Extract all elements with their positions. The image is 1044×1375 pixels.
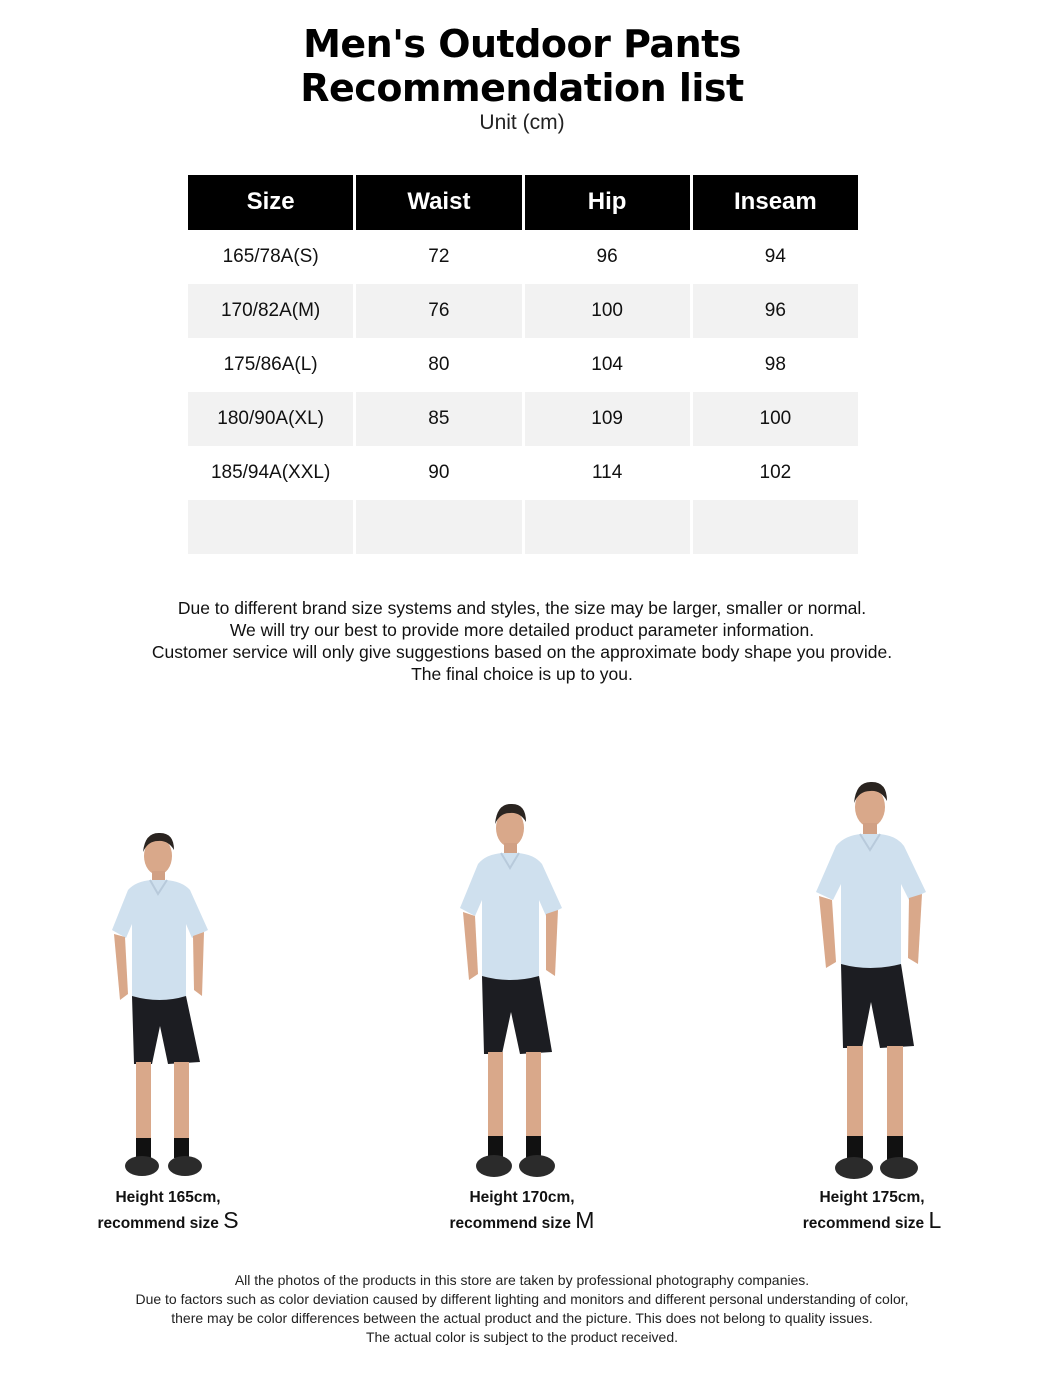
hip-cell: [525, 500, 690, 554]
size-cell: [188, 500, 353, 554]
model-figure-m: [460, 804, 562, 1177]
model-recommendation: [48, 1209, 288, 1235]
size-cell: 185/94A(XXL): [210, 462, 331, 483]
waist-cell: 72: [428, 246, 450, 267]
footer-line: All the photos of the products in this store are taken by professional photography companies.: [234, 1272, 810, 1288]
model-caption-m: [402, 1186, 642, 1235]
column-header-inseam: Inseam: [693, 175, 858, 230]
model-height: Height 170cm,: [469, 1189, 575, 1206]
inseam-cell: 102: [759, 462, 792, 483]
table-row: [188, 392, 858, 446]
column-header-size: Size: [188, 175, 353, 230]
unit-label: Unit (cm): [479, 111, 565, 134]
hip-cell: 104: [591, 354, 623, 375]
table-row-empty: [188, 500, 858, 554]
footer-line: there may be color differences between the actual product and the picture. This does not belong to quality issues.: [171, 1310, 873, 1326]
disclaimer-line: The final choice is up to you.: [411, 664, 633, 684]
recommended-size: S: [223, 1207, 239, 1233]
waist-cell: 80: [428, 354, 450, 375]
model-photo-170: [438, 798, 598, 1186]
hip-cell: 100: [525, 284, 690, 338]
page-title: [0, 22, 1044, 110]
model-height: Height 175cm,: [819, 1189, 925, 1206]
hip-cell: 109: [525, 392, 690, 446]
model-figure-s: [112, 833, 208, 1176]
disclaimer-line: Due to different brand size systems and styles, the size may be larger, smaller or normal.: [177, 598, 867, 618]
title-line-1: Men's Outdoor Pants: [303, 22, 741, 66]
recommend-label: recommend size: [802, 1215, 925, 1232]
table-row: [188, 230, 858, 284]
model-caption-s: [48, 1186, 288, 1235]
photo-disclaimer: [0, 1271, 1044, 1347]
recommend-label: recommend size: [97, 1215, 219, 1232]
table-header-row: [188, 175, 858, 230]
hip-cell: 96: [596, 246, 618, 267]
inseam-cell: 96: [693, 284, 858, 338]
recommended-size: L: [928, 1207, 942, 1233]
footer-line: The actual color is subject to the product received.: [365, 1329, 679, 1345]
footer-line: Due to factors such as color deviation caused by different lighting and monitors and different personal understanding of color,: [135, 1291, 909, 1307]
size-cell: 170/82A(M): [188, 284, 353, 338]
inseam-cell: [693, 500, 858, 554]
title-line-2: Recommendation list: [300, 66, 744, 110]
column-header-hip: Hip: [525, 175, 690, 230]
model-photo-175: [796, 776, 956, 1186]
size-cell: 175/86A(L): [223, 354, 318, 375]
disclaimer-line: Customer service will only give suggestions based on the approximate body shape you provide.: [151, 642, 893, 662]
table-row: [188, 446, 858, 500]
size-cell: 180/90A(XL): [188, 392, 353, 446]
inseam-cell: 98: [764, 354, 786, 375]
inseam-cell: 94: [764, 246, 786, 267]
model-height: Height 165cm,: [115, 1189, 221, 1206]
disclaimer-line: We will try our best to provide more detailed product parameter information.: [229, 620, 815, 640]
model-recommendation: [752, 1209, 992, 1235]
model-photo-165: [90, 826, 250, 1186]
model-recommendation: [402, 1209, 642, 1235]
waist-cell: [356, 500, 521, 554]
recommended-size: M: [575, 1207, 595, 1233]
recommend-label: recommend size: [449, 1215, 571, 1232]
waist-cell: 76: [356, 284, 521, 338]
size-chart-table: [185, 175, 861, 554]
table-row: [188, 338, 858, 392]
size-cell: 165/78A(S): [222, 246, 319, 267]
waist-cell: 85: [356, 392, 521, 446]
waist-cell: 90: [428, 462, 450, 483]
inseam-cell: 100: [693, 392, 858, 446]
column-header-waist: Waist: [356, 175, 521, 230]
model-caption-l: [752, 1186, 992, 1235]
size-disclaimer: [0, 597, 1044, 685]
hip-cell: 114: [591, 462, 623, 483]
model-figure-l: [816, 782, 926, 1179]
table-row: [188, 284, 858, 338]
